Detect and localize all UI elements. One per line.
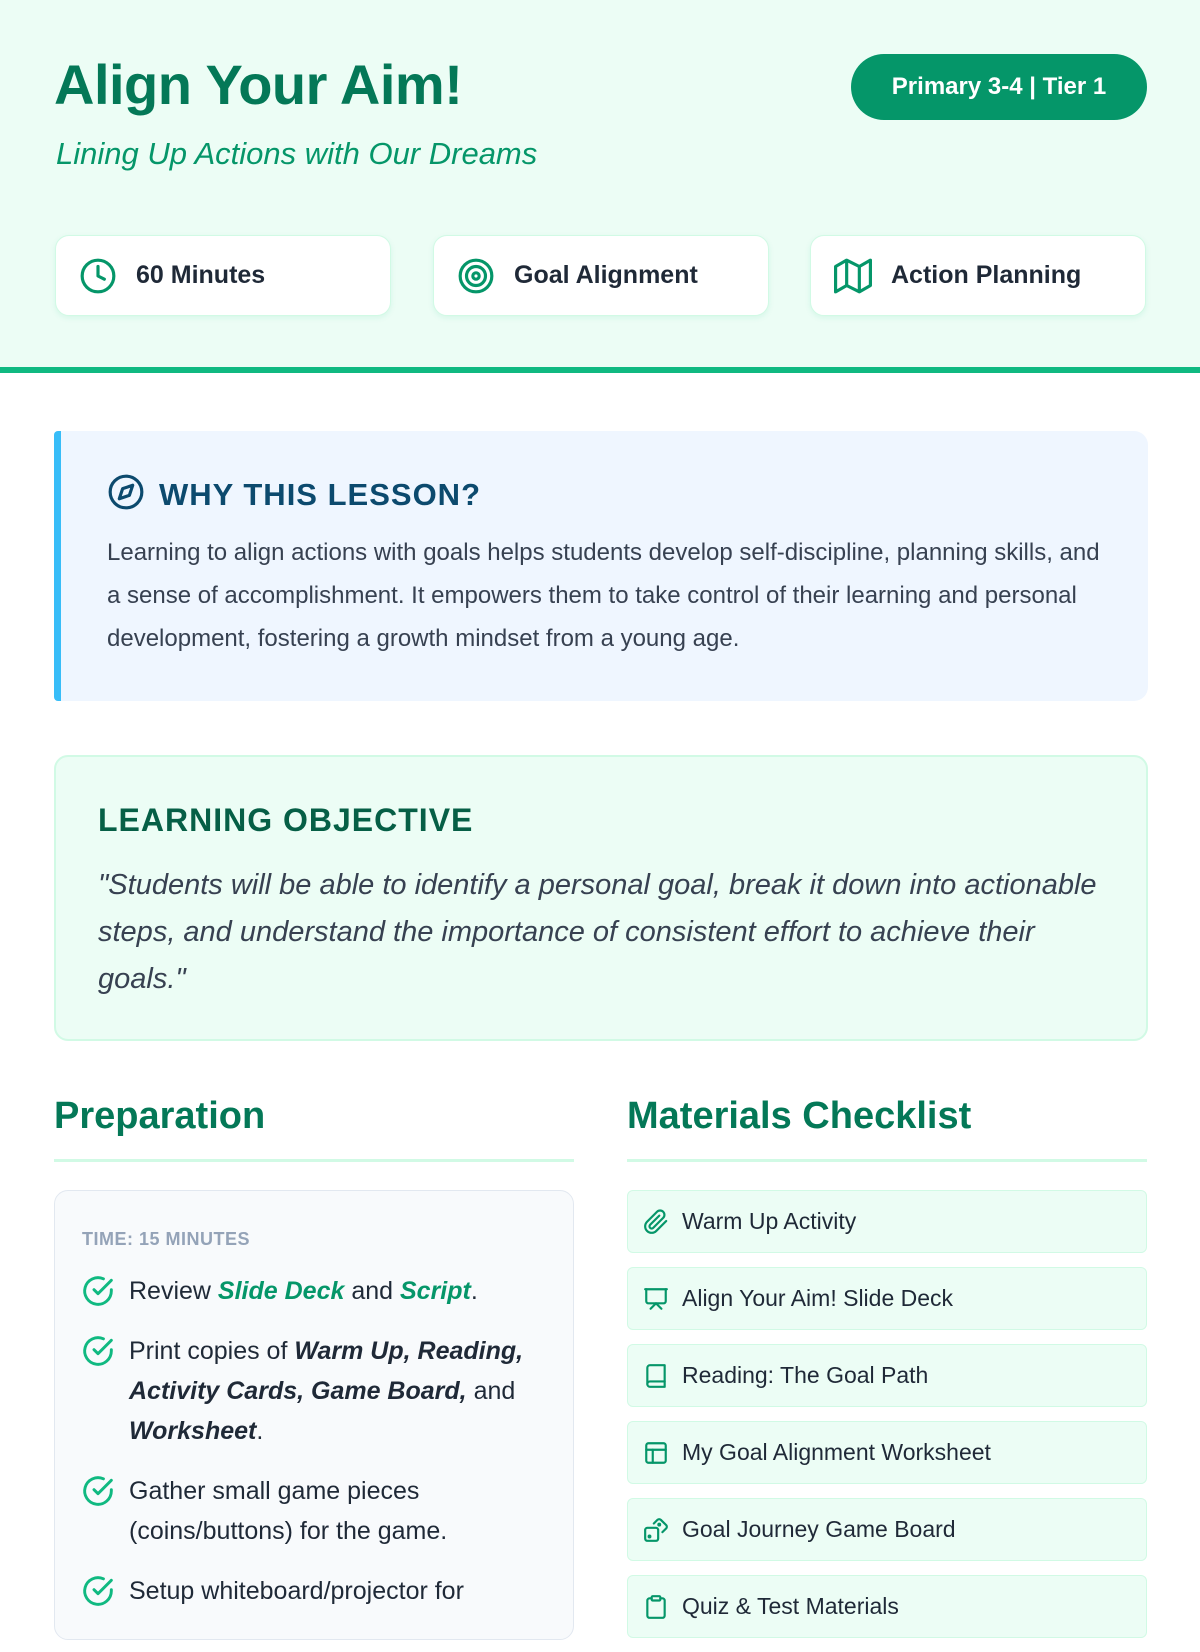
material-label: Goal Journey Game Board xyxy=(682,1516,956,1542)
check-circle-icon xyxy=(82,1571,116,1611)
list-item-text: Gather small game pieces (coins/buttons) for the game. xyxy=(129,1477,448,1545)
material-label: Quiz & Test Materials xyxy=(682,1593,899,1619)
text-run: . xyxy=(256,1417,264,1445)
materials-checklist xyxy=(627,1190,1147,1652)
meta-label: Action Planning xyxy=(891,261,1082,289)
check-circle-icon xyxy=(82,1471,116,1511)
check-circle-icon xyxy=(82,1331,116,1371)
material-label: Align Your Aim! Slide Deck xyxy=(682,1285,954,1311)
clipboard-icon xyxy=(642,1593,670,1621)
dice-icon xyxy=(642,1516,670,1544)
preparation-list xyxy=(82,1271,532,1631)
page-subtitle: Lining Up Actions with Our Dreams xyxy=(56,136,538,171)
page-title: Align Your Aim! xyxy=(54,53,463,116)
material-item[interactable] xyxy=(627,1421,1147,1484)
material-label: Warm Up Activity xyxy=(682,1208,857,1234)
highlight-slide-deck: Slide Deck xyxy=(217,1277,345,1305)
tier-badge: Primary 3-4 | Tier 1 xyxy=(851,54,1147,120)
materials-heading: Materials Checklist xyxy=(627,1095,972,1137)
material-item[interactable] xyxy=(627,1498,1147,1561)
compass-icon xyxy=(107,473,145,516)
material-item[interactable] xyxy=(627,1190,1147,1253)
material-item[interactable] xyxy=(627,1344,1147,1407)
list-item xyxy=(82,1471,532,1551)
text-run: Review xyxy=(129,1277,218,1305)
meta-label: Goal Alignment xyxy=(514,261,698,289)
materials-divider xyxy=(627,1159,1147,1162)
list-item-text: Setup whiteboard/projector for xyxy=(129,1577,464,1605)
layout-icon xyxy=(642,1439,670,1467)
why-title: WHY THIS LESSON? xyxy=(159,476,482,512)
list-item-text xyxy=(129,1331,532,1451)
objective-title: LEARNING OBJECTIVE xyxy=(98,802,474,838)
meta-label: 60 Minutes xyxy=(136,261,266,289)
list-item xyxy=(82,1571,532,1611)
list-item xyxy=(82,1271,532,1311)
why-text: Learning to align actions with goals helps students develop self-discipline, planning skills, and a sense of accomplishment. It empowers them to take control of their learning and personal development, fostering a growth mindset from a young age. xyxy=(107,539,1100,652)
text-run: and xyxy=(466,1377,516,1405)
list-item-text xyxy=(129,1271,478,1311)
meta-card-focus xyxy=(433,235,769,316)
material-label: My Goal Alignment Worksheet xyxy=(682,1439,991,1465)
material-item[interactable] xyxy=(627,1575,1147,1638)
meta-card-duration xyxy=(55,235,391,316)
objective-quote: "Students will be able to identify a personal goal, break it down into actionable steps, and understand the importance of consistent effort to achieve their goals." xyxy=(98,869,1097,995)
highlight-script: Script xyxy=(399,1277,471,1305)
lesson-header xyxy=(0,0,1200,373)
learning-objective-panel xyxy=(54,755,1148,1041)
material-label: Reading: The Goal Path xyxy=(682,1362,929,1388)
why-heading xyxy=(107,473,481,516)
material-item[interactable] xyxy=(627,1267,1147,1330)
text-run: and xyxy=(344,1277,400,1305)
preparation-time: TIME: 15 MINUTES xyxy=(82,1229,251,1249)
why-this-lesson-panel xyxy=(54,431,1148,701)
clock-icon xyxy=(78,256,118,296)
text-run: Print copies of xyxy=(129,1337,295,1365)
check-circle-icon xyxy=(82,1271,116,1311)
list-item xyxy=(82,1331,532,1451)
preparation-card xyxy=(54,1190,574,1640)
highlight-materials: Warm Up, Reading, Activity Cards, Game Board, xyxy=(129,1337,524,1405)
map-icon xyxy=(833,256,873,296)
meta-card-skill xyxy=(810,235,1146,316)
paperclip-icon xyxy=(642,1208,670,1236)
preparation-divider xyxy=(54,1159,574,1162)
presentation-icon xyxy=(642,1285,670,1313)
preparation-heading: Preparation xyxy=(54,1095,266,1137)
book-icon xyxy=(642,1362,670,1390)
target-icon xyxy=(456,256,496,296)
text-run: . xyxy=(470,1277,478,1305)
highlight-worksheet: Worksheet xyxy=(129,1417,257,1445)
